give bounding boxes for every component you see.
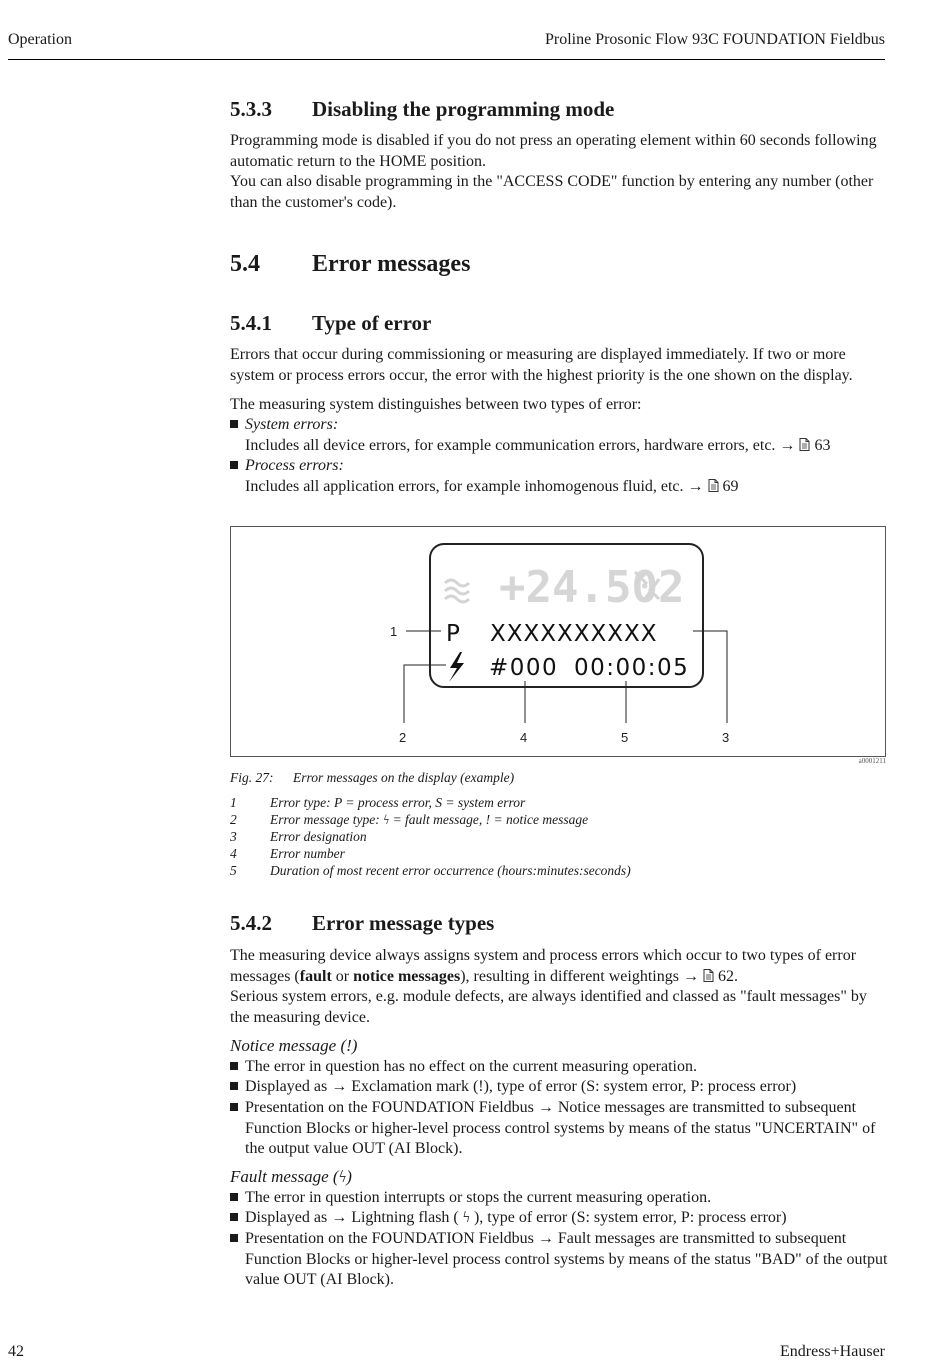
- figure-code: a0001211: [858, 757, 886, 765]
- heading-title: Type of error: [312, 311, 432, 335]
- paragraph: You can also disable programming in the "ACCESS CODE" function by entering any number (other than the customer's code).: [230, 173, 874, 211]
- heading-number: 5.4.1: [230, 311, 272, 335]
- list-text: The error in question interrupts or stops the current measuring operation.: [245, 1189, 712, 1206]
- error-type-text: Includes all device errors, for example communication errors, hardware errors, etc. →: [245, 436, 796, 454]
- error-designation: XXXXXXXXXX: [490, 621, 658, 647]
- legend-item: [230, 795, 525, 811]
- paragraph-text: ), resulting in different weightings →: [460, 967, 699, 985]
- legend-number: 1: [230, 795, 237, 810]
- bullet-icon: [230, 1234, 238, 1242]
- caption-text: Error messages on the display (example): [293, 770, 515, 785]
- bullet-icon: [230, 1062, 238, 1070]
- callout-label: 3: [722, 730, 730, 745]
- bullet-icon: [230, 461, 238, 469]
- error-duration: 00:00:05: [574, 655, 690, 681]
- heading-5-4-1: [230, 311, 431, 336]
- heading-5-4: [230, 251, 470, 278]
- page-reference[interactable]: 63: [814, 436, 831, 454]
- bullet-icon: [230, 1213, 238, 1221]
- page-reference-icon: [708, 479, 719, 492]
- legend-text: Error message type: ϟ = fault message, ! = notice message: [270, 812, 589, 827]
- legend-text: Error type: P = process error, S = system error: [270, 795, 526, 810]
- legend-number: 2: [230, 812, 237, 827]
- list-text: Displayed as → Exclamation mark (!), type of error (S: system error, P: process error): [245, 1078, 797, 1095]
- heading-title: Error message types: [312, 911, 495, 935]
- legend-number: 3: [230, 829, 237, 844]
- list-text: Presentation on the FOUNDATION Fieldbus → Fault messages are transmitted to subsequent Function Blocks or higher-level process control systems by means of the status "BAD" of the output value OUT (AI Block).: [245, 1230, 888, 1288]
- header-section: Operation: [8, 31, 72, 48]
- heading-number: 5.4: [230, 251, 260, 277]
- paragraph: Serious system errors, e.g. module defects, are always identified and classed as "fault messages" by the measuring device.: [230, 988, 867, 1026]
- error-type-indicator: P: [446, 621, 460, 647]
- legend-item: [230, 812, 588, 828]
- figure-caption: [230, 770, 514, 786]
- callout-label: 4: [520, 730, 528, 745]
- bullet-icon: [230, 1082, 238, 1090]
- paragraph-text: The measuring device always assigns system and process errors which occur to two types of error messages (: [230, 947, 857, 985]
- list-text: Presentation on the FOUNDATION Fieldbus → Notice messages are transmitted to subsequent Function Blocks or higher-level process control systems by means of the status "UNCERTAIN" of the output value OUT (AI Block).: [245, 1099, 876, 1157]
- legend-text: Error number: [270, 846, 345, 861]
- page-reference-icon: [703, 969, 714, 982]
- list-text: The error in question has no effect on the current measuring operation.: [245, 1058, 697, 1075]
- ghost-value: +24.502: [499, 562, 685, 613]
- legend-item: [230, 846, 345, 862]
- page-reference[interactable]: 62.: [717, 967, 738, 985]
- header-rule: [8, 59, 885, 60]
- page-reference-icon: [799, 438, 810, 451]
- footer-brand: Endress+Hauser: [780, 1343, 885, 1360]
- display-diagram: [231, 527, 885, 756]
- legend-text: Error designation: [270, 829, 367, 844]
- paragraph: Programming mode is disabled if you do not press an operating element within 60 seconds following automatic return to the HOME position.: [230, 132, 877, 170]
- callout-label: 2: [399, 730, 407, 745]
- error-type-label: System errors:: [245, 416, 339, 433]
- paragraph: Errors that occur during commissioning or measuring are displayed immediately. If two or more system or process errors occur, the error with the highest priority is the one shown on the display.: [230, 346, 853, 384]
- heading-title: Error messages: [312, 251, 471, 277]
- heading-5-4-2: [230, 911, 494, 936]
- list-text: Displayed as → Lightning flash ( ϟ ), type of error (S: system error, P: process error): [245, 1209, 787, 1226]
- heading-number: 5.4.2: [230, 911, 272, 935]
- display-figure: [230, 526, 886, 757]
- paragraph: The measuring system distinguishes between two types of error:: [230, 396, 642, 413]
- error-type-text: Includes all application errors, for example inhomogenous fluid, etc. →: [245, 477, 704, 495]
- caption-number: Fig. 27:: [230, 770, 274, 785]
- bold-term: fault: [299, 967, 332, 985]
- page-number: 42: [8, 1343, 24, 1360]
- subheading-notice: Notice message (!): [230, 1036, 358, 1055]
- bold-term: notice messages: [353, 967, 461, 985]
- heading-5-3-3: [230, 97, 614, 122]
- paragraph-text: or: [331, 967, 354, 985]
- legend-number: 4: [230, 846, 237, 861]
- error-number: #000: [489, 655, 559, 681]
- legend-item: [230, 863, 631, 879]
- bullet-icon: [230, 1193, 238, 1201]
- error-type-label: Process errors:: [245, 457, 344, 474]
- callout-label: 5: [621, 730, 629, 745]
- heading-number: 5.3.3: [230, 97, 272, 121]
- paragraph: [230, 946, 890, 987]
- subheading-fault: Fault message (ϟ): [230, 1167, 352, 1186]
- legend-text: Duration of most recent error occurrence (hours:minutes:seconds): [270, 863, 631, 878]
- legend-item: [230, 829, 367, 845]
- bullet-icon: [230, 420, 238, 428]
- legend-number: 5: [230, 863, 237, 878]
- callout-label: 1: [390, 624, 398, 639]
- bullet-icon: [230, 1103, 238, 1111]
- header-product: Proline Prosonic Flow 93C FOUNDATION Fieldbus: [544, 31, 885, 48]
- heading-title: Disabling the programming mode: [312, 97, 615, 121]
- page-reference[interactable]: 69: [722, 477, 739, 495]
